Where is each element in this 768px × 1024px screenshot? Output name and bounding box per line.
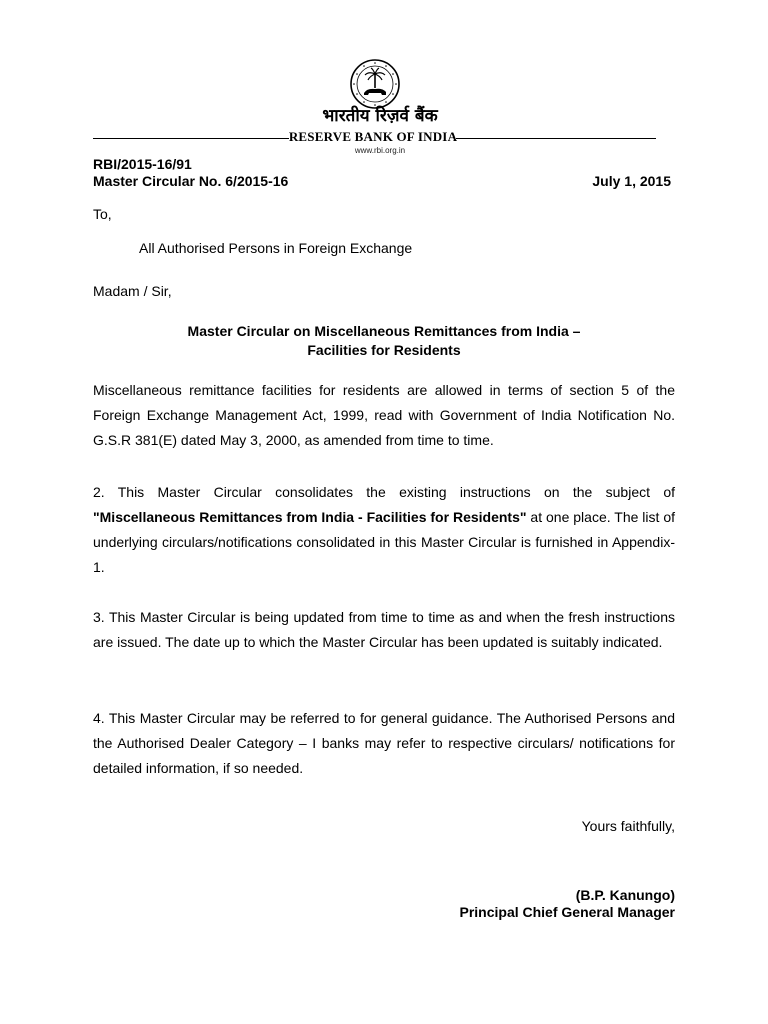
bank-name-english: RESERVE BANK OF INDIA bbox=[288, 129, 458, 144]
bank-website: www.rbi.org.in bbox=[354, 146, 406, 155]
paragraph-1: Miscellaneous remittance facilities for residents are allowed in terms of section 5 of the Foreign Exchange Management Act, 1999, read with Government of India Notification No. G.S.R 381(E) dated May 3, 2000, as amended from time to time. bbox=[93, 382, 675, 448]
paragraph-2-tail: at one place. The list of underlying circulars/notifications consolidated in this Master Circular is furnished in Appendix-1. bbox=[93, 509, 675, 575]
to-label: To, bbox=[93, 206, 112, 222]
paragraph-4: 4. This Master Circular may be referred to for general guidance. The Authorised Persons and the Authorised Dealer Category – I banks may refer to respective circulars/ notifications for detailed information, if so needed. bbox=[93, 710, 675, 776]
subject-line-2: Facilities for Residents bbox=[307, 342, 461, 358]
addressee: All Authorised Persons in Foreign Exchange bbox=[139, 240, 413, 256]
salutation: Madam / Sir, bbox=[93, 283, 172, 299]
circular-number: Master Circular No. 6/2015-16 bbox=[93, 173, 289, 189]
signatory-designation: Principal Chief General Manager bbox=[459, 904, 675, 920]
paragraph-2 bbox=[93, 480, 675, 580]
letterhead-rule-left bbox=[93, 138, 289, 139]
subject-heading bbox=[93, 322, 675, 360]
closing-phrase: Yours faithfully, bbox=[581, 818, 675, 834]
signatory-name: (B.P. Kanungo) bbox=[575, 887, 675, 903]
reference-number: RBI/2015-16/91 bbox=[93, 156, 192, 172]
letterhead-rule-right bbox=[456, 138, 656, 139]
paragraph-2-lead: 2. This Master Circular consolidates the existing instructions on the subject of bbox=[93, 484, 675, 500]
subject-line-1: Master Circular on Miscellaneous Remittances from India – bbox=[187, 323, 581, 339]
circular-date: July 1, 2015 bbox=[592, 173, 671, 189]
bank-name-hindi: भारतीय रिज़र्व बैंक bbox=[322, 106, 438, 126]
paragraph-3: 3. This Master Circular is being updated from time to time as and when the fresh instructions are issued. The date up to which the Master Circular has been updated is suitably indicated. bbox=[93, 609, 675, 650]
paragraph-2-subject: "Miscellaneous Remittances from India - Facilities for Residents" bbox=[93, 509, 527, 525]
rbi-seal-icon bbox=[349, 58, 401, 110]
